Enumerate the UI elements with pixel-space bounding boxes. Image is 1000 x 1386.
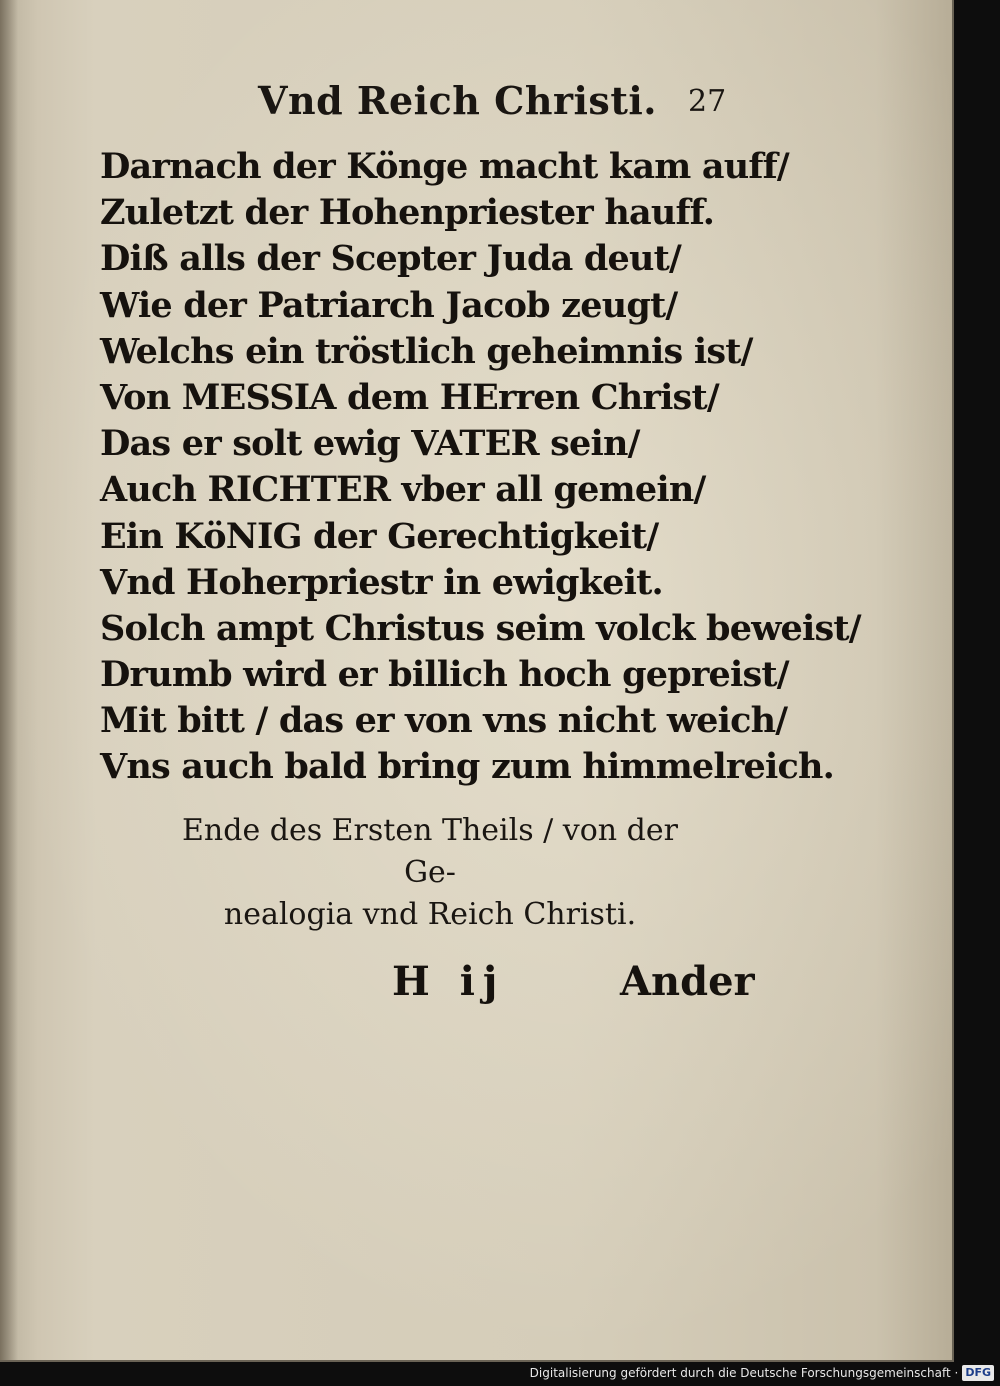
verse-line: Zuletzt der Hohenpriester hauff. xyxy=(100,192,715,234)
catchword: Ander xyxy=(620,958,755,1005)
page-number: 27 xyxy=(688,84,727,119)
verse-line: Ein KöNIG der Gerechtigkeit/ xyxy=(100,515,659,557)
funding-credit: Digitalisierung gefördert durch die Deutsche Forschungsgemeinschaft · xyxy=(529,1366,959,1380)
colophon-line-1: Ende des Ersten Theils / von der Ge- xyxy=(182,813,678,890)
running-head-title: Vnd Reich Christi. xyxy=(258,78,658,123)
running-head xyxy=(0,78,952,128)
verse-list xyxy=(100,144,861,791)
colophon-line-2: nealogia vnd Reich Christi. xyxy=(223,897,637,932)
verse-line: Auch RICHTER vber all gemein/ xyxy=(100,469,706,511)
verse-line: Solch ampt Christus seim volck beweist/ xyxy=(100,607,861,649)
verse-line: Diß alls der Scepter Juda deut/ xyxy=(100,238,682,280)
verse-line: Das er solt ewig VATER sein/ xyxy=(100,423,640,465)
digitization-footer xyxy=(530,1362,994,1384)
colophon xyxy=(160,810,700,936)
verse-line: Vnd Hoherpriestr in ewigkeit. xyxy=(100,561,663,603)
dfg-logo-icon: DFG xyxy=(962,1365,994,1381)
verse-line: Drumb wird er billich hoch gepreist/ xyxy=(100,654,789,696)
signature-mark: H ij xyxy=(392,958,506,1005)
verse-line: Wie der Patriarch Jacob zeugt/ xyxy=(100,284,678,326)
verse-line: Von MESSIA dem HErren Christ/ xyxy=(100,376,719,418)
verse-line: Darnach der Könge macht kam auff/ xyxy=(100,146,789,187)
verse-line: Vns auch bald bring zum himmelreich. xyxy=(100,746,835,788)
verse-line: Mit bitt / das er von vns nicht weich/ xyxy=(100,700,788,742)
verse-line: Welchs ein tröstlich geheimnis ist/ xyxy=(100,330,753,372)
